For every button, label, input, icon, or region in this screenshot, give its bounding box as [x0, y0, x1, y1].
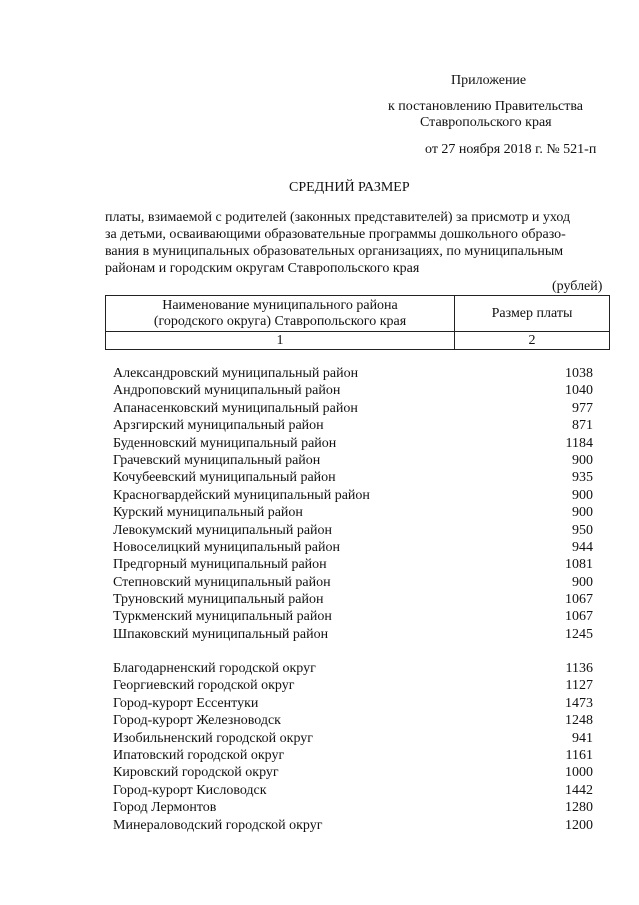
list-item: [113, 417, 593, 434]
area-name: Буденновский муниципальный район: [113, 435, 337, 451]
list-item: [113, 382, 593, 399]
list-item: [113, 712, 593, 729]
area-name: Александровский муниципальный район: [113, 366, 359, 381]
list-item: [113, 782, 593, 799]
column-header-fee: Размер платы: [455, 296, 610, 332]
list-item: [113, 747, 593, 764]
document-subtitle: [105, 209, 615, 277]
area-name: Георгиевский городской округ: [113, 678, 295, 694]
fee-value: 1040: [565, 383, 593, 399]
fee-value: 1248: [565, 713, 593, 729]
list-item: [113, 522, 593, 539]
area-name: Кочубеевский муниципальный район: [113, 470, 336, 486]
table-header: [105, 295, 610, 350]
list-item: [113, 695, 593, 712]
column-header-name-line: Наименование муниципального района: [162, 297, 398, 313]
list-item: [113, 591, 593, 608]
column-number-2: 2: [455, 332, 610, 350]
fee-value: 977: [572, 400, 593, 416]
fee-value: 1473: [565, 695, 593, 711]
list-item: [113, 435, 593, 452]
column-header-name-line: (городского округа) Ставропольского края: [153, 313, 407, 329]
list-item: [113, 817, 593, 834]
list-item: [113, 660, 593, 677]
list-item: [113, 730, 593, 747]
area-name: Шпаковский муниципальный район: [113, 626, 329, 642]
fee-value: 900: [572, 505, 593, 521]
area-name: Степновский муниципальный район: [113, 574, 331, 590]
area-name: Минераловодский городской округ: [113, 817, 323, 833]
region-name: Ставропольского края: [420, 115, 552, 130]
document-title: СРЕДНИЙ РАЗМЕР: [289, 180, 410, 195]
list-item: [113, 365, 593, 382]
appendix-label: Приложение: [451, 73, 527, 88]
fee-value: 941: [572, 730, 593, 746]
area-name: Ипатовский городской округ: [113, 747, 285, 763]
fee-value: 1067: [565, 592, 593, 608]
fee-value: 1136: [565, 661, 593, 676]
list-item: [113, 556, 593, 573]
fee-value: 1038: [565, 366, 593, 381]
area-name: Предгорный муниципальный район: [113, 557, 327, 573]
fee-value: 1000: [565, 765, 593, 781]
fee-value: 900: [572, 487, 593, 503]
area-name: Туркменский муниципальный район: [113, 609, 332, 625]
column-header-name: [106, 296, 455, 332]
area-name: Апанасенковский муниципальный район: [113, 400, 358, 416]
subtitle-line: за детьми, осваивающими образовательные программы дошкольного образо-: [105, 227, 566, 242]
fee-value: 1280: [565, 800, 593, 816]
fee-value: 1442: [565, 782, 593, 798]
fee-value: 1245: [565, 626, 593, 642]
fee-value: 1184: [565, 435, 593, 451]
list-item: [113, 452, 593, 469]
area-name: Курский муниципальный район: [113, 505, 303, 521]
area-name: Грачевский муниципальный район: [113, 452, 321, 468]
subtitle-line: вания в муниципальных образовательных организациях, по муниципальным: [105, 244, 564, 259]
area-name: Арзгирский муниципальный район: [113, 418, 324, 434]
list-item: [113, 400, 593, 417]
resolution-date-number: от 27 ноября 2018 г. № 521-п: [425, 142, 597, 157]
area-name: Благодарненский городской округ: [113, 661, 316, 676]
area-name: Кировский городской округ: [113, 765, 279, 781]
list-item: [113, 504, 593, 521]
resolution-reference: к постановлению Правительства: [388, 99, 584, 114]
fee-value: 1200: [565, 817, 593, 833]
area-name: Город-курорт Железноводск: [113, 713, 281, 729]
list-item: [113, 626, 593, 643]
fee-value: 1161: [565, 747, 593, 763]
units-label: (рублей): [552, 279, 603, 294]
fee-value: 1127: [565, 678, 593, 694]
area-name: Изобильненский городской округ: [113, 730, 314, 746]
okrugs-list: [113, 660, 593, 834]
list-item: [113, 574, 593, 591]
area-name: Левокумский муниципальный район: [113, 522, 333, 538]
list-item: [113, 608, 593, 625]
area-name: Андроповский муниципальный район: [113, 383, 341, 399]
fee-value: 1067: [565, 609, 593, 625]
fee-value: 900: [572, 574, 593, 590]
list-item: [113, 469, 593, 486]
list-item: [113, 799, 593, 816]
area-name: Новоселицкий муниципальный район: [113, 539, 340, 555]
area-name: Город-курорт Кисловодск: [113, 782, 267, 798]
subtitle-line: платы, взимаемой с родителей (законных представителей) за присмотр и уход: [105, 210, 571, 225]
subtitle-line: районам и городским округам Ставропольского края: [105, 261, 420, 276]
list-item: [113, 487, 593, 504]
fee-value: 944: [572, 539, 593, 555]
area-name: Город Лермонтов: [113, 800, 217, 816]
fee-value: 871: [572, 418, 593, 434]
area-name: Красногвардейский муниципальный район: [113, 487, 370, 503]
fee-value: 935: [572, 470, 593, 486]
list-item: [113, 677, 593, 694]
column-number-1: 1: [106, 332, 455, 350]
area-name: Труновский муниципальный район: [113, 592, 324, 608]
districts-list: [113, 365, 593, 643]
area-name: Город-курорт Ессентуки: [113, 695, 259, 711]
fee-value: 1081: [565, 557, 593, 573]
fee-value: 900: [572, 452, 593, 468]
list-item: [113, 539, 593, 556]
fee-value: 950: [572, 522, 593, 538]
list-item: [113, 764, 593, 781]
